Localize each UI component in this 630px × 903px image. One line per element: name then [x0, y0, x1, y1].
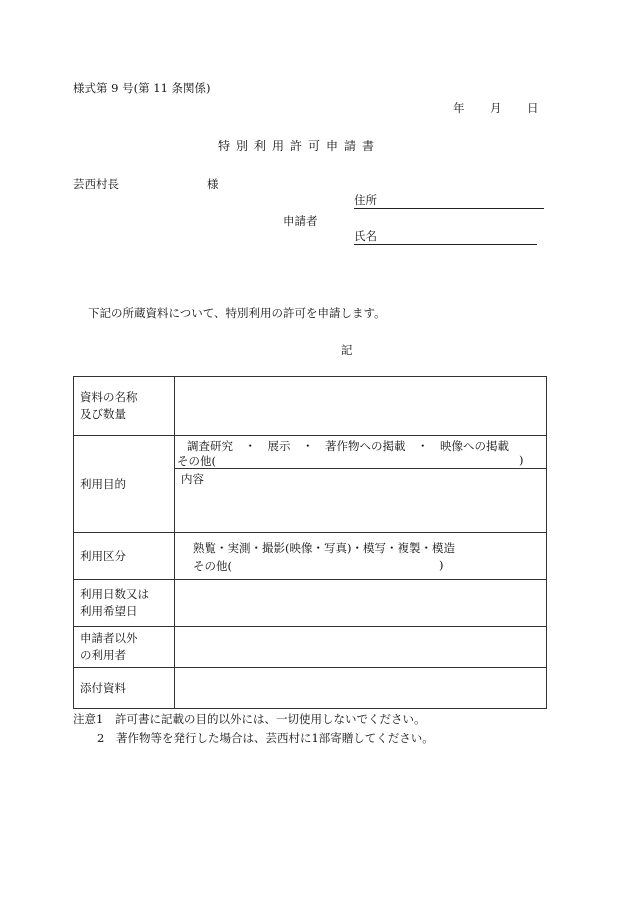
other-users-row: [74, 627, 547, 668]
intro-text: 下記の所蔵資料について、特別利用の許可を申請します。: [88, 306, 386, 320]
applicant-label: 申請者: [283, 214, 318, 228]
purpose-options[interactable]: 調査研究 ・ 展示 ・ 著作物への掲載 ・ 映像への掲載: [187, 439, 509, 453]
purpose-row: [74, 436, 547, 533]
date-day-label: 日: [527, 101, 539, 115]
purpose-content-label: 内容: [181, 472, 204, 486]
honorific: 様: [207, 177, 219, 191]
attachments-input-cell[interactable]: [175, 668, 547, 709]
attachments-label: 添付資料: [80, 680, 126, 695]
materials-row: [74, 377, 547, 436]
name-label: 氏名: [354, 229, 377, 243]
note-2-prefix: 2: [97, 731, 105, 745]
application-table: [73, 376, 547, 709]
attachments-label-cell: [74, 668, 175, 709]
note-1-prefix: 注意1: [73, 712, 104, 726]
category-input-cell: [175, 533, 547, 580]
note-2: [97, 729, 434, 747]
category-other-close: ): [439, 557, 444, 572]
purpose-other-close: ): [519, 453, 524, 467]
other-users-input-cell[interactable]: [175, 627, 547, 668]
days-label-line1: 利用日数又は: [80, 587, 149, 601]
materials-input-cell[interactable]: [175, 377, 547, 436]
days-label-line2: 利用希望日: [80, 604, 138, 618]
materials-label-line1: 資料の名称: [80, 390, 138, 404]
address-label: 住所: [354, 193, 377, 207]
days-label-cell: [74, 580, 175, 627]
purpose-options-box: [175, 436, 546, 469]
ki-heading: 記: [341, 343, 353, 357]
attachments-row: [74, 668, 547, 709]
materials-label-line2: 及び数量: [80, 407, 126, 421]
address-field[interactable]: [354, 193, 544, 209]
days-row: [74, 580, 547, 627]
name-field[interactable]: [354, 229, 537, 245]
category-label-cell: [74, 533, 175, 580]
purpose-input-cell: [175, 436, 547, 533]
note-1-text: 許可書に記載の目的以外には、一切使用しないでください。: [114, 712, 426, 726]
other-users-label-cell: [74, 627, 175, 668]
days-input-cell[interactable]: [175, 580, 547, 627]
document-title: 特別利用許可申請書: [218, 139, 381, 153]
note-1: [73, 710, 425, 728]
purpose-label-cell: [74, 436, 175, 533]
purpose-content-box[interactable]: [175, 469, 546, 531]
purpose-label: 利用目的: [80, 476, 126, 491]
category-row: [74, 533, 547, 580]
addressee: 芸西村長: [73, 177, 119, 191]
other-users-label-line2: の利用者: [80, 648, 126, 662]
other-users-label-line1: 申請者以外: [80, 631, 138, 645]
category-other-open[interactable]: その他(: [193, 558, 232, 573]
form-number: 様式第 9 号(第 11 条関係): [73, 81, 211, 95]
note-2-text: 著作物等を発行した場合は、芸西村に1部寄贈してください。: [115, 731, 434, 745]
materials-label-cell: [74, 377, 175, 436]
date-month-label: 月: [490, 101, 502, 115]
category-label: 利用区分: [80, 548, 126, 563]
category-options[interactable]: 熟覧・実測・撮影(映像・写真)・模写・複製・模造: [193, 540, 455, 555]
purpose-other-open[interactable]: その他(: [177, 454, 216, 468]
date-year-label: 年: [453, 101, 465, 115]
